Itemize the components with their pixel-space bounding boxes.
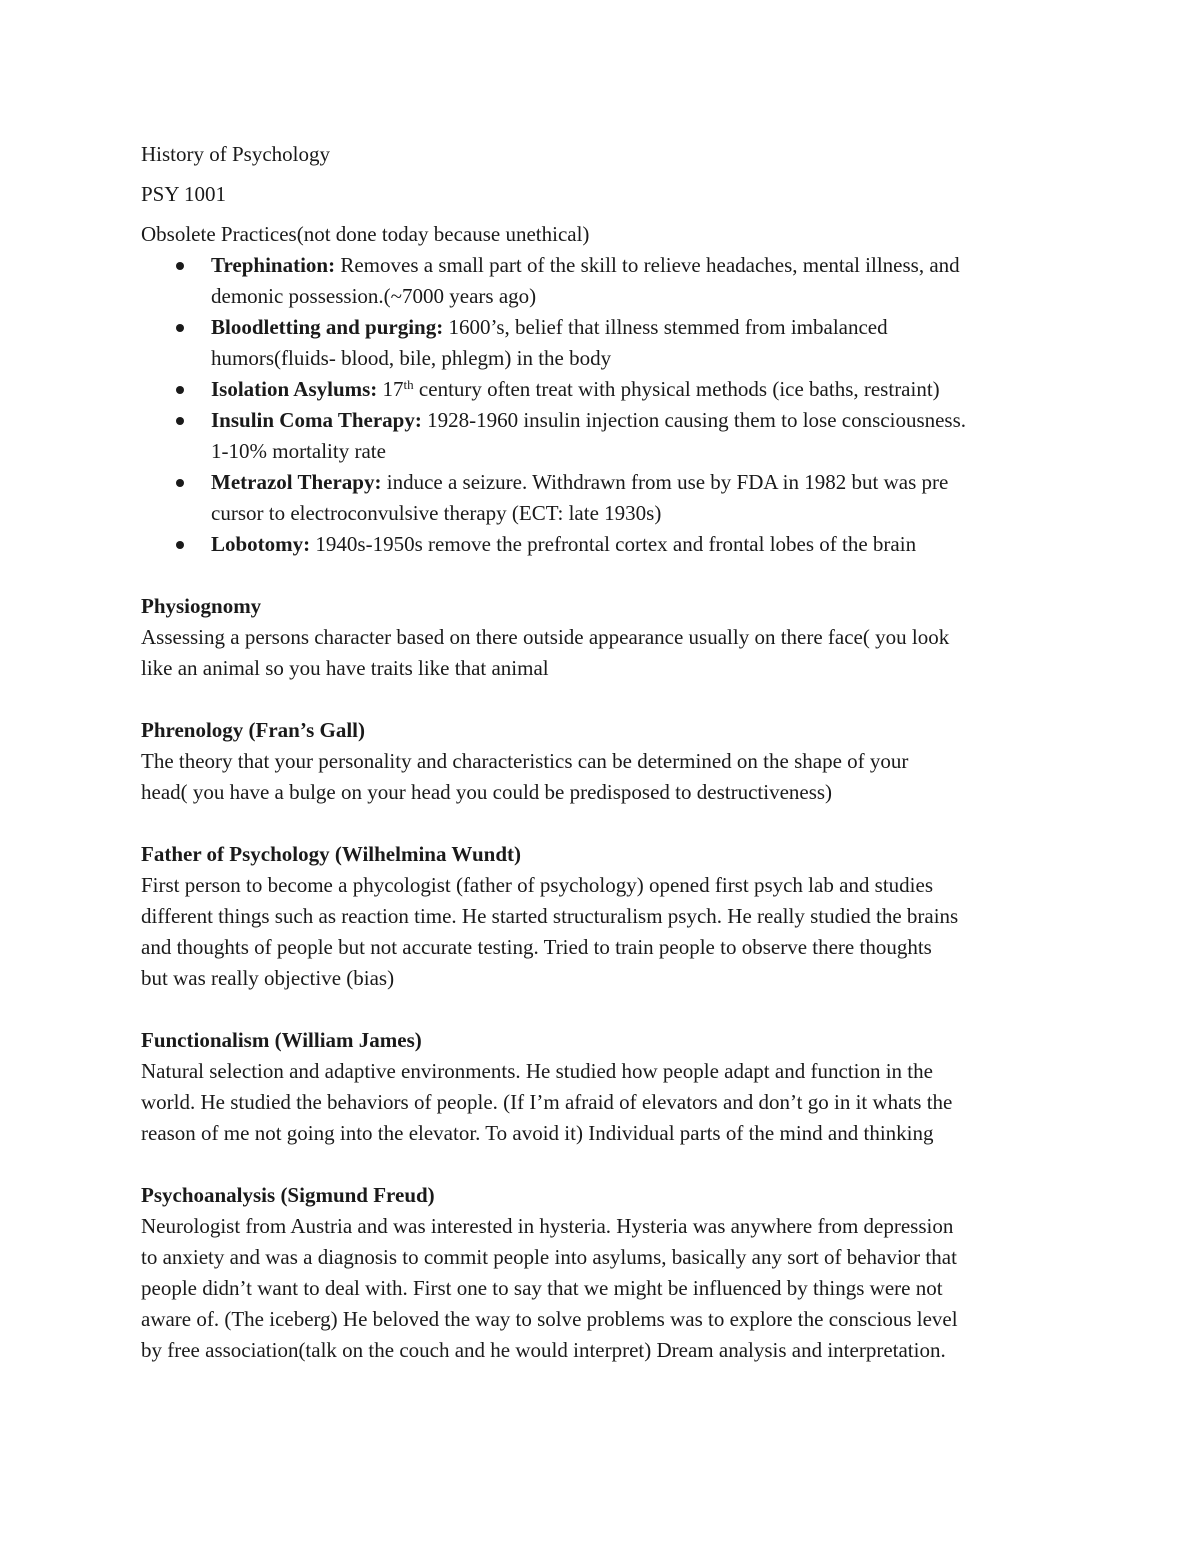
document-page xyxy=(141,139,1071,1366)
section-functionalism xyxy=(141,1025,1071,1149)
course-code: PSY 1001 xyxy=(141,182,226,206)
practice-text: induce a seizure. Withdrawn from use by FDA in 1982 but was pre xyxy=(381,470,949,494)
section-text: and thoughts of people but not accurate testing. Tried to train people to observe there thoughts xyxy=(141,935,932,959)
section-text: First person to become a phycologist (father of psychology) opened first psych lab and studies xyxy=(141,873,933,897)
section-text: people didn’t want to deal with. First one to say that we might be influenced by things were not xyxy=(141,1276,943,1300)
practice-text: 17 xyxy=(377,377,404,401)
document-title: History of Psychology xyxy=(141,142,330,166)
section-text: world. He studied the behaviors of people. (If I’m afraid of elevators and don’t go in it whats the xyxy=(141,1090,953,1114)
section-heading: Father of Psychology (Wilhelmina Wundt) xyxy=(141,842,521,866)
bullet-icon xyxy=(176,262,184,270)
section-heading: Phrenology (Fran’s Gall) xyxy=(141,718,365,742)
bullet-icon xyxy=(176,386,184,394)
section-text: aware of. (The iceberg) He beloved the way to solve problems was to explore the conscious level xyxy=(141,1307,958,1331)
section-text: but was really objective (bias) xyxy=(141,966,395,990)
list-item xyxy=(141,529,1071,560)
bullet-icon xyxy=(176,324,184,332)
practice-text-continued: 1-10% mortality rate xyxy=(211,439,386,463)
bullet-icon xyxy=(176,417,184,425)
practice-text: 1928-1960 insulin injection causing them to lose consciousness. xyxy=(421,408,967,432)
practice-term: Bloodletting and purging: xyxy=(211,315,444,339)
section-text: reason of me not going into the elevator. To avoid it) Individual parts of the mind and thinking xyxy=(141,1121,934,1145)
list-item xyxy=(141,405,1071,467)
practice-term: Trephination: xyxy=(211,253,336,277)
section-text: like an animal so you have traits like that animal xyxy=(141,656,549,680)
section-physiognomy xyxy=(141,591,1071,684)
practice-term: Metrazol Therapy: xyxy=(211,470,382,494)
bullet-icon xyxy=(176,479,184,487)
practice-text: 1600’s, belief that illness stemmed from imbalanced xyxy=(443,315,888,339)
practice-term: Isolation Asylums: xyxy=(211,377,378,401)
practice-term: Lobotomy: xyxy=(211,532,311,556)
practices-list xyxy=(141,250,1071,560)
list-item xyxy=(141,467,1071,529)
section-heading: Physiognomy xyxy=(141,594,262,618)
section-text: different things such as reaction time. He started structuralism psych. He really studied the brains xyxy=(141,904,959,928)
bullet-icon xyxy=(176,541,184,549)
section-text: The theory that your personality and characteristics can be determined on the shape of your xyxy=(141,749,909,773)
section-text: to anxiety and was a diagnosis to commit people into asylums, basically any sort of behavior that xyxy=(141,1245,957,1269)
section-phrenology xyxy=(141,715,1071,808)
practice-text-continued: humors(fluids- blood, bile, phlegm) in the body xyxy=(211,346,612,370)
list-item xyxy=(141,312,1071,374)
practice-text-continued: cursor to electroconvulsive therapy (ECT: late 1930s) xyxy=(211,501,662,525)
list-item xyxy=(141,250,1071,312)
list-item xyxy=(141,374,1071,405)
section-psychoanalysis xyxy=(141,1180,1071,1366)
ordinal-superscript: th xyxy=(403,377,414,392)
practice-term: Insulin Coma Therapy: xyxy=(211,408,422,432)
practice-text-continued: century often treat with physical methods (ice baths, restraint) xyxy=(413,377,940,401)
section-text: Natural selection and adaptive environments. He studied how people adapt and function in the xyxy=(141,1059,933,1083)
section-text: Neurologist from Austria and was interested in hysteria. Hysteria was anywhere from depression xyxy=(141,1214,954,1238)
practices-intro: Obsolete Practices(not done today because unethical) xyxy=(141,222,590,246)
practice-text-continued: demonic possession.(~7000 years ago) xyxy=(211,284,537,308)
section-text: Assessing a persons character based on there outside appearance usually on there face( you look xyxy=(141,625,950,649)
section-text: by free association(talk on the couch and he would interpret) Dream analysis and interpretation. xyxy=(141,1338,946,1362)
practice-text: Removes a small part of the skill to relieve headaches, mental illness, and xyxy=(335,253,960,277)
section-heading: Psychoanalysis (Sigmund Freud) xyxy=(141,1183,435,1207)
practice-text: 1940s-1950s remove the prefrontal cortex and frontal lobes of the brain xyxy=(310,532,917,556)
section-father-of-psychology xyxy=(141,839,1071,994)
section-heading: Functionalism (William James) xyxy=(141,1028,422,1052)
section-text: head( you have a bulge on your head you could be predisposed to destructiveness) xyxy=(141,780,833,804)
